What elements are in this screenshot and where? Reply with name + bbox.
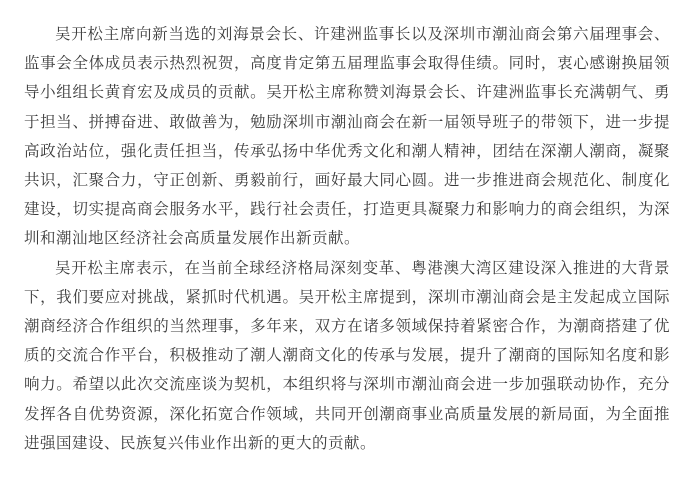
paragraph-2: 吴开松主席表示，在当前全球经济格局深刻变革、粤港澳大湾区建设深入推进的大背景下，我们要应对挑战，紧抓时代机遇。吴开松主席提到，深圳市潮汕商会是主发起成立国际潮商经济合作组织的当然理事，多年来，双方在诸多领域保持着紧密合作，为潮商搭建了优质的交流合作平台，积极推动了潮人潮商文化的传承与发展，提升了潮商的国际知名度和影响力。希望以此次交流座谈为契机，本组织将与深圳市潮汕商会进一步加强联动协作，充分发挥各自优势资源，深化拓宽合作领域，共同开创潮商事业高质量发展的新局面，为全面推进强国建设、民族复兴伟业作出新的更大的贡献。 [24, 258, 670, 452]
paragraph-1: 吴开松主席向新当选的刘海景会长、许建洲监事长以及深圳市潮汕商会第六届理事会、监事会全体成员表示热烈祝贺，高度肯定第五届理监事会取得佳绩。同时，衷心感谢换届领导小组组长黄育宏及成员的贡献。吴开松主席称赞刘海景会长、许建洲监事长充满朝气、勇于担当、拼搏奋进、敢做善为，勉励深圳市潮汕商会在新一届领导班子的带领下，进一步提高政治站位，强化责任担当，传承弘扬中华优秀文化和潮人精神，团结在深潮人潮商，凝聚共识，汇聚合力，守正创新、勇毅前行，画好最大同心圆。进一步推进商会规范化、制度化建设，切实提高商会服务水平，践行社会责任，打造更具凝聚力和影响力的商会组织，为深圳和潮汕地区经济社会高质量发展作出新贡献。 [24, 25, 670, 248]
